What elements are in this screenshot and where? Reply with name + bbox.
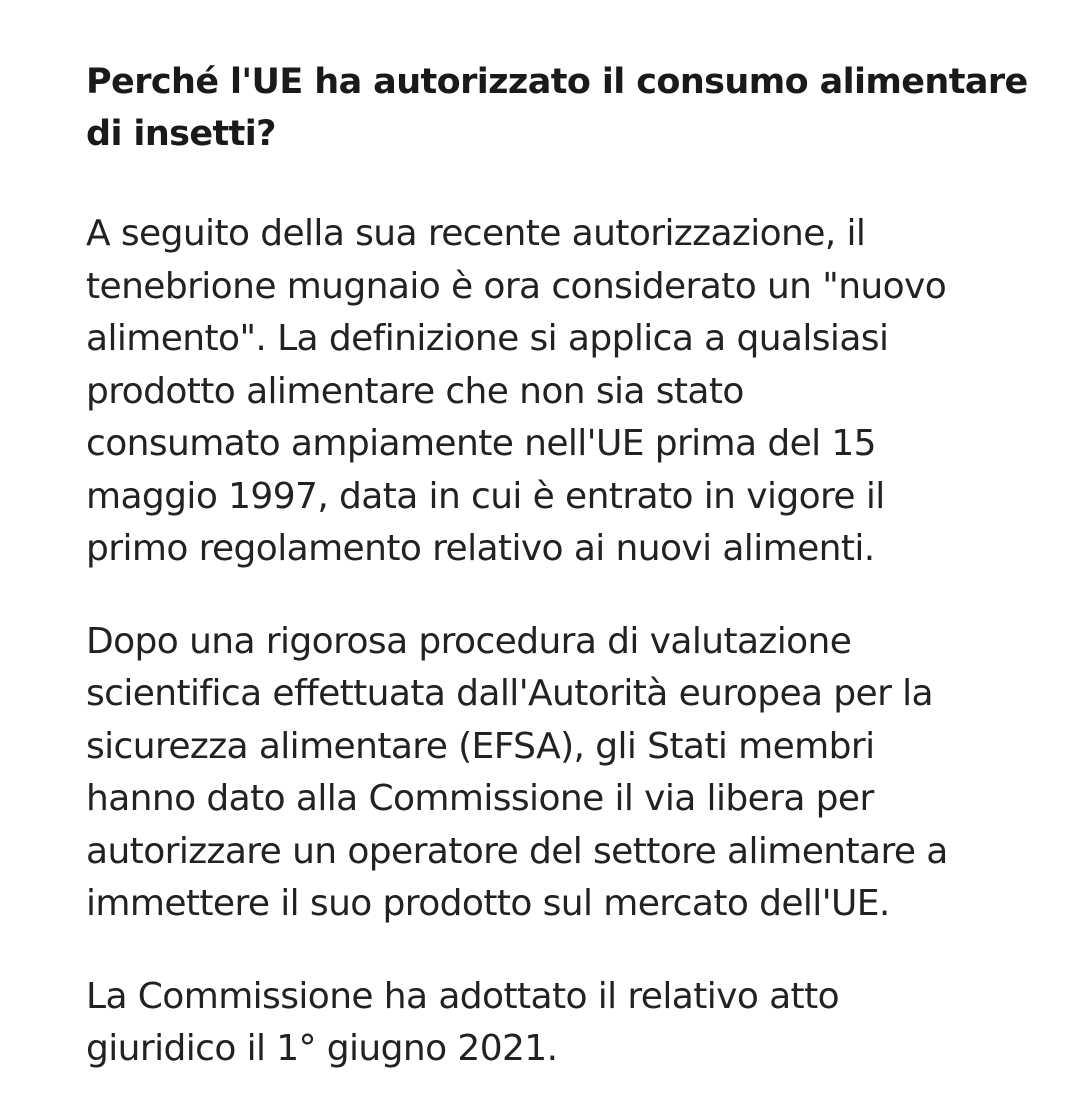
paragraph-line: alimento". La definizione si applica a qualsiasi — [86, 318, 889, 359]
paragraph-line: La Commissione ha adottato il relativo atto — [86, 975, 840, 1017]
paragraph-line: consumato ampiamente nell'UE prima del 15 — [86, 423, 876, 464]
article-body — [86, 56, 1028, 1076]
paragraph-line: maggio 1997, data in cui è entrato in vigore il — [86, 475, 885, 517]
paragraph-line: prodotto alimentare che non sia stato — [86, 370, 744, 412]
paragraph-line: Dopo una rigorosa procedura di valutazione — [86, 620, 852, 662]
article-heading — [86, 56, 1028, 160]
paragraph-line: immettere il suo prodotto sul mercato dell'UE. — [86, 883, 890, 924]
paragraph-efsa-evaluation — [86, 616, 1011, 931]
paragraph-line: giuridico il 1° giugno 2021. — [86, 1028, 558, 1069]
paragraph-line: primo regolamento relativo ai nuovi alimenti. — [86, 528, 875, 569]
paragraph-line: hanno dato alla Commissione il via libera per — [86, 778, 874, 819]
paragraph-line: sicurezza alimentare (EFSA), gli Stati membri — [86, 725, 875, 767]
heading-line: Perché l'UE ha autorizzato il consumo alimentare — [86, 62, 1028, 102]
paragraph-legal-act — [86, 971, 1011, 1076]
paragraph-line: autorizzare un operatore del settore alimentare a — [86, 830, 948, 872]
paragraph-novel-food-definition — [86, 208, 1011, 576]
heading-line: di insetti? — [86, 114, 276, 154]
paragraph-line: A seguito della sua recente autorizzazione, il — [86, 213, 866, 254]
paragraph-line: scientifica effettuata dall'Autorità europea per la — [86, 673, 934, 714]
paragraph-line: tenebrione mugnaio è ora considerato un "nuovo — [86, 265, 947, 307]
